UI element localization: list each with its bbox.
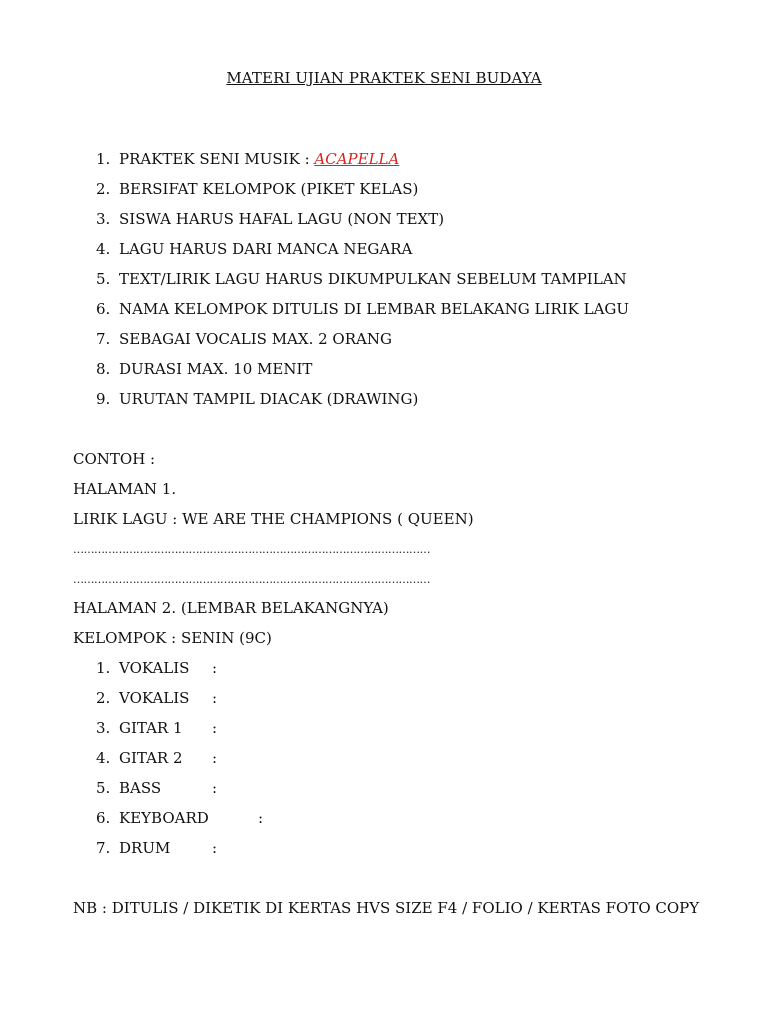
rule-text: BERSIFAT KELOMPOK (PIKET KELAS) <box>119 180 419 198</box>
rule-text: NAMA KELOMPOK DITULIS DI LEMBAR BELAKANG LIRIK LAGU <box>119 300 630 318</box>
rule-number: 2. <box>96 180 111 198</box>
member-item <box>96 778 217 798</box>
member-separator: : <box>212 719 218 737</box>
rule-item <box>96 239 412 259</box>
rule-number: 8. <box>96 360 111 378</box>
member-number: 4. <box>96 749 111 767</box>
member-role: BASS <box>119 779 162 797</box>
member-role: KEYBOARD <box>119 809 209 827</box>
member-separator: : <box>212 659 218 677</box>
member-number: 1. <box>96 659 111 677</box>
member-item <box>96 658 217 678</box>
rule-item <box>96 269 627 289</box>
rule-text: PRAKTEK SENI MUSIK : <box>119 150 315 168</box>
member-item <box>96 808 263 828</box>
rule-item <box>96 299 629 319</box>
rule-number: 1. <box>96 150 111 168</box>
member-role: GITAR 2 <box>119 749 183 767</box>
rule-item <box>96 209 444 229</box>
member-separator: : <box>212 689 218 707</box>
member-separator: : <box>212 779 218 797</box>
member-number: 5. <box>96 779 111 797</box>
page-two-label: HALAMAN 2. (LEMBAR BELAKANGNYA) <box>73 599 389 617</box>
acapella-highlight: ACAPELLA <box>314 150 400 168</box>
rule-item <box>96 179 418 199</box>
member-number: 2. <box>96 689 111 707</box>
rule-text: TEXT/LIRIK LAGU HARUS DIKUMPULKAN SEBELUM TAMPILAN <box>119 270 627 288</box>
member-number: 6. <box>96 809 111 827</box>
example-heading: CONTOH : <box>73 450 156 468</box>
rule-text: URUTAN TAMPIL DIACAK (DRAWING) <box>119 390 419 408</box>
page-one-label: HALAMAN 1. <box>73 480 177 498</box>
rule-number: 9. <box>96 390 111 408</box>
rule-text: SISWA HARUS HAFAL LAGU (NON TEXT) <box>119 210 445 228</box>
rule-text: DURASI MAX. 10 MENIT <box>119 360 313 378</box>
rule-number: 4. <box>96 240 111 258</box>
member-item <box>96 688 217 708</box>
dotted-line: ………………………………………………………………………………………… <box>73 543 430 556</box>
member-item <box>96 838 217 858</box>
member-number: 3. <box>96 719 111 737</box>
rule-text: SEBAGAI VOCALIS MAX. 2 ORANG <box>119 330 392 348</box>
rule-item <box>96 149 399 169</box>
rule-item <box>96 329 392 349</box>
footnote: NB : DITULIS / DIKETIK DI KERTAS HVS SIZE F4 / FOLIO / KERTAS FOTO COPY <box>73 899 700 917</box>
rule-item <box>96 389 418 409</box>
dotted-line: ………………………………………………………………………………………… <box>73 573 430 586</box>
rule-number: 6. <box>96 300 111 318</box>
member-item <box>96 748 217 768</box>
member-separator: : <box>212 749 218 767</box>
member-role: DRUM <box>119 839 171 857</box>
member-role: VOKALIS <box>119 689 190 707</box>
rule-number: 3. <box>96 210 111 228</box>
rule-item <box>96 359 312 379</box>
member-item <box>96 718 217 738</box>
member-role: VOKALIS <box>119 659 190 677</box>
group-label: KELOMPOK : SENIN (9C) <box>73 629 272 647</box>
member-role: GITAR 1 <box>119 719 183 737</box>
member-number: 7. <box>96 839 111 857</box>
member-separator: : <box>258 809 264 827</box>
lyrics-title: LIRIK LAGU : WE ARE THE CHAMPIONS ( QUEEN) <box>73 510 474 528</box>
rule-text: LAGU HARUS DARI MANCA NEGARA <box>119 240 413 258</box>
document-title: MATERI UJIAN PRAKTEK SENI BUDAYA <box>226 69 542 87</box>
rule-number: 7. <box>96 330 111 348</box>
member-separator: : <box>212 839 218 857</box>
rule-number: 5. <box>96 270 111 288</box>
